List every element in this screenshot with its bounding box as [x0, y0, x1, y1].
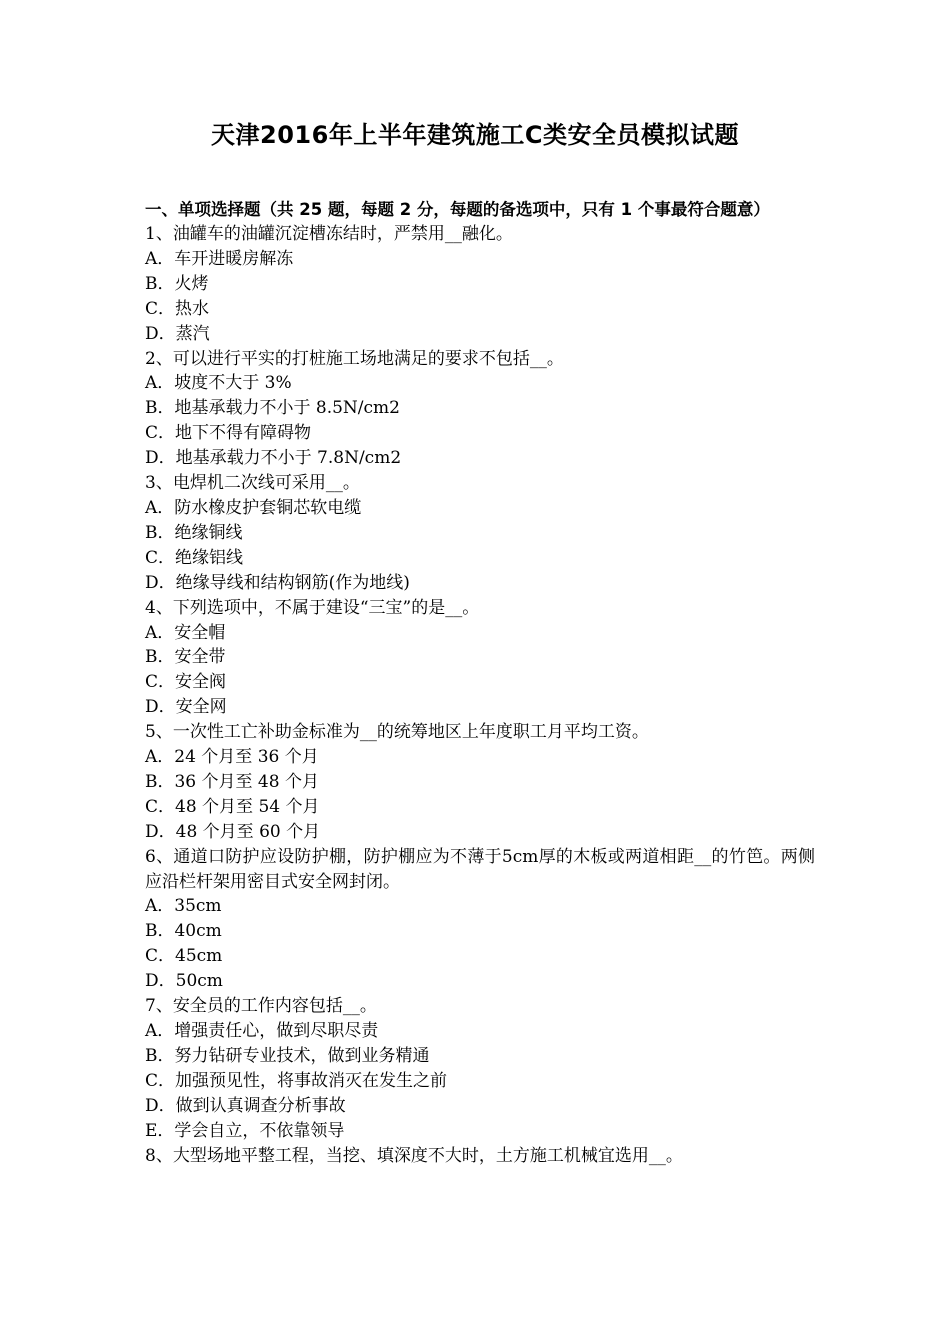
question-1 — [145, 222, 815, 347]
question-6 — [145, 845, 815, 994]
question-2 — [145, 347, 815, 472]
option-a: A．增强责任心，做到尽职尽责 — [145, 1021, 379, 1041]
question-4 — [145, 596, 815, 721]
option-b: B．火烤 — [145, 273, 209, 294]
exam-content — [145, 198, 815, 1168]
option-c: C．绝缘铝线 — [145, 547, 244, 568]
question-3 — [145, 471, 815, 596]
option-d: D．做到认真调查分析事故 — [145, 1095, 346, 1116]
question-text: 3、电焊机二次线可采用__。 — [145, 473, 360, 494]
page-title: 天津2016年上半年建筑施工C类安全员模拟试题 — [211, 121, 739, 149]
section-header: 一、单项选择题（共 25 题，每题 2 分，每题的备选项中，只有 1 个事最符合题意） — [145, 200, 770, 219]
option-a: A．24 个月至 36 个月 — [145, 747, 319, 768]
option-c: C．加强预见性，将事故消灭在发生之前 — [145, 1070, 448, 1091]
option-a: A．35cm — [145, 896, 222, 917]
question-text: 1、油罐车的油罐沉淀槽冻结时，严禁用__融化。 — [145, 224, 513, 244]
option-b: B．地基承载力不小于 8.5N/cm2 — [145, 398, 400, 419]
option-b: B．努力钻研专业技术，做到业务精通 — [145, 1045, 430, 1066]
option-c: C．48 个月至 54 个月 — [145, 796, 320, 817]
question-text: 4、下列选项中，不属于建设“三宝”的是__。 — [145, 597, 480, 618]
question-8 — [145, 1144, 815, 1169]
option-b: B．安全带 — [145, 647, 226, 668]
option-d: D．50cm — [145, 971, 223, 992]
option-b: B．绝缘铜线 — [145, 522, 243, 543]
question-text: 7、安全员的工作内容包括__。 — [145, 996, 377, 1017]
question-7 — [145, 994, 815, 1143]
question-text: 6、通道口防护应设防护棚，防护棚应为不薄于5cm厚的木板或两道相距__的竹笆。两侧应沿栏杆架用密目式安全网封闭。 — [145, 846, 815, 892]
option-a: A．车开进暖房解冻 — [145, 248, 294, 269]
question-text: 5、一次性工亡补助金标准为__的统筹地区上年度职工月平均工资。 — [145, 722, 649, 743]
option-d: D．绝缘导线和结构钢筋(作为地线) — [145, 572, 410, 593]
option-d: D．安全网 — [145, 697, 227, 718]
option-a: A．安全帽 — [145, 622, 226, 643]
option-a: A．坡度不大于 3% — [145, 373, 292, 394]
option-b: B．36 个月至 48 个月 — [145, 771, 319, 792]
option-d: D．蒸汽 — [145, 323, 210, 344]
question-5 — [145, 720, 815, 845]
option-c: C．45cm — [145, 946, 223, 967]
option-b: B．40cm — [145, 921, 222, 942]
question-text: 2、可以进行平实的打桩施工场地满足的要求不包括__。 — [145, 348, 564, 369]
option-d: D．地基承载力不小于 7.8N/cm2 — [145, 448, 402, 469]
question-text: 8、大型场地平整工程，当挖、填深度不大时，土方施工机械宜选用__。 — [145, 1145, 683, 1166]
option-c: C．地下不得有障碍物 — [145, 423, 312, 444]
option-d: D．48 个月至 60 个月 — [145, 821, 321, 842]
option-c: C．安全阀 — [145, 672, 227, 693]
option-c: C．热水 — [145, 298, 210, 319]
option-e: E．学会自立，不依靠领导 — [145, 1120, 345, 1141]
option-a: A．防水橡皮护套铜芯软电缆 — [145, 497, 362, 518]
